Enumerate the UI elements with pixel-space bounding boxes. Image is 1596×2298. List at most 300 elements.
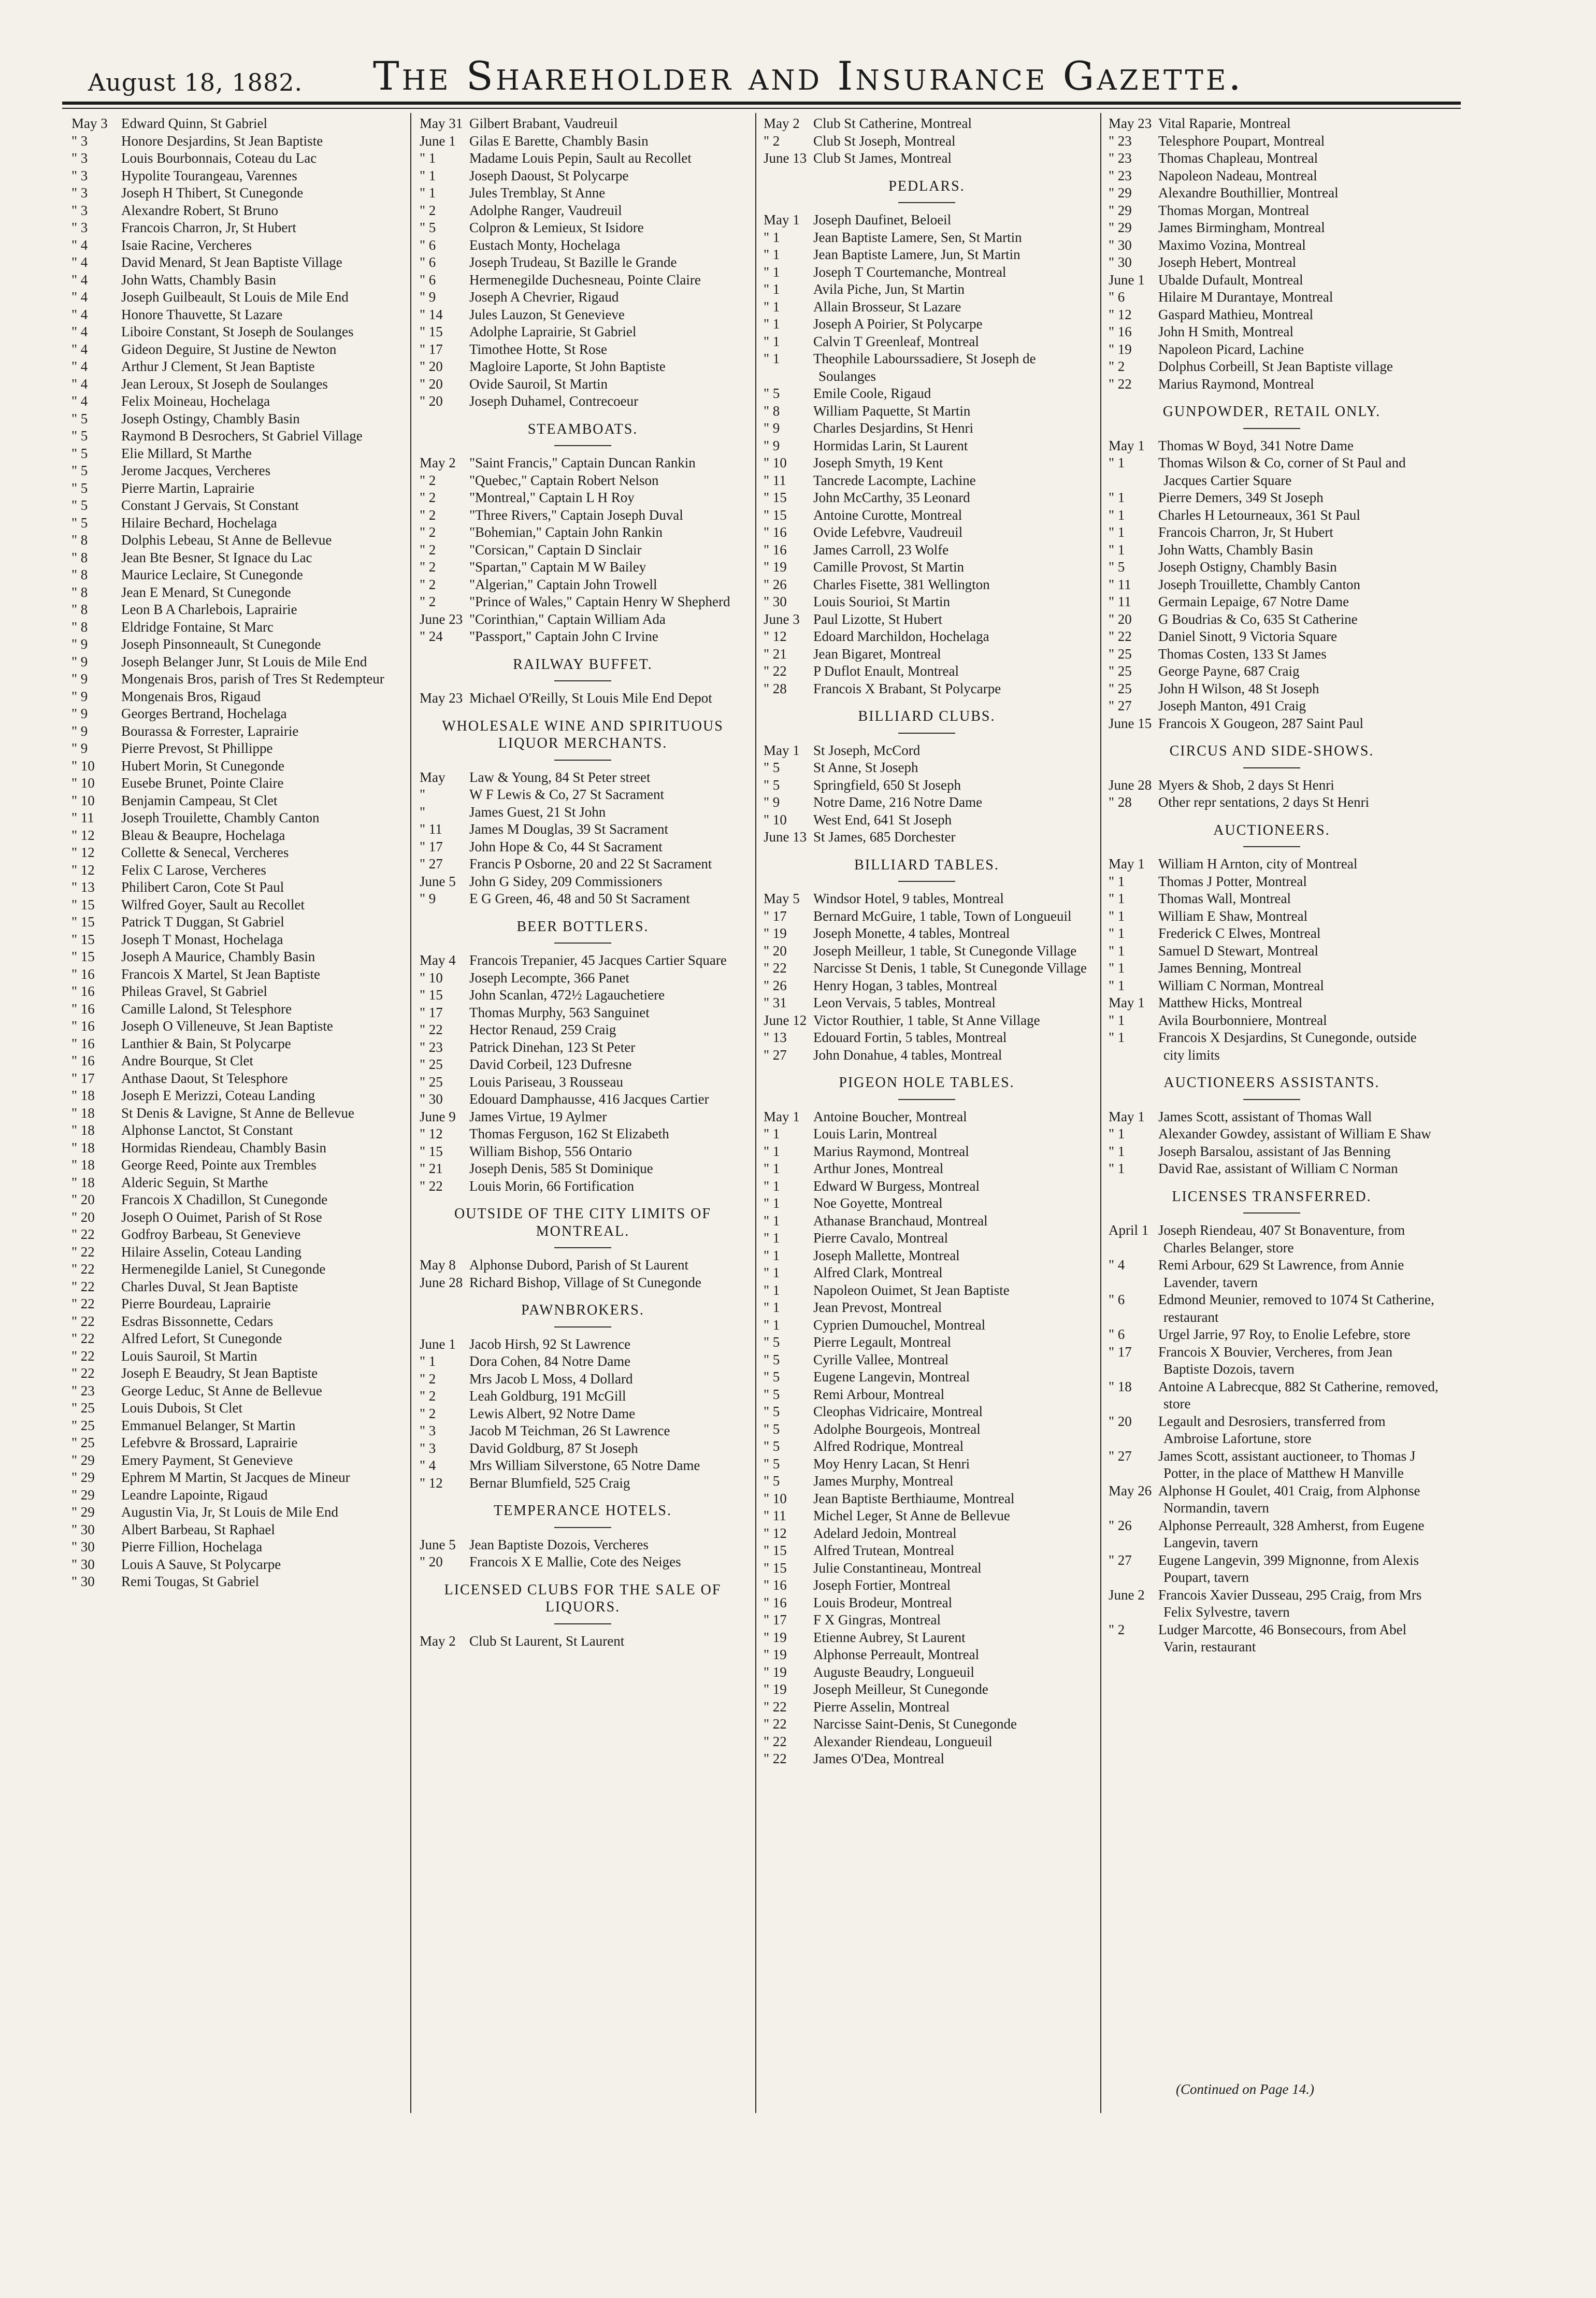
entry-date: " 30: [71, 1539, 95, 1554]
entry-date: " 20: [420, 376, 443, 392]
entry-text: Georges Bertrand, Hochelaga: [121, 706, 287, 721]
entry-text: David Menard, St Jean Baptiste Village: [121, 254, 342, 270]
entry-date: " 18: [1109, 1378, 1132, 1394]
entry-date: " 25: [1109, 680, 1132, 696]
license-entry: [1103, 184, 1440, 202]
entry-date: " 28: [764, 680, 787, 696]
entry-text: Eustach Monty, Hochelaga: [469, 237, 621, 253]
entry-text: Adolphe Bourgeois, Montreal: [813, 1421, 981, 1437]
license-entry: [758, 246, 1095, 264]
entry-date: " 16: [764, 1594, 787, 1610]
license-entry: [758, 472, 1095, 490]
license-entry: [758, 1733, 1095, 1751]
entry-text: Jerome Jacques, Vercheres: [121, 463, 271, 478]
license-entry: [66, 1348, 403, 1365]
entry-text: Antoine Curotte, Montreal: [813, 507, 962, 523]
entry-date: " 5: [71, 428, 88, 444]
entry-date: " 1: [764, 1265, 780, 1280]
entry-date: May 1: [1109, 437, 1145, 453]
license-entry: [66, 1469, 403, 1487]
entry-date: " 1: [1109, 1012, 1125, 1028]
entry-text: Jean Baptiste Dozois, Vercheres: [469, 1536, 649, 1552]
entry-date: " 15: [71, 896, 95, 912]
license-entry: [758, 1299, 1095, 1317]
entry-text: John Watts, Chambly Basin: [1158, 541, 1313, 558]
license-entry: [66, 515, 403, 532]
entry-text: John H Wilson, 48 St Joseph: [1158, 680, 1319, 696]
section-heading: STEAMBOATS.: [414, 421, 751, 447]
entry-text: Isaie Racine, Vercheres: [121, 237, 252, 253]
license-entry: [414, 219, 751, 237]
entry-date: " 22: [71, 1244, 95, 1260]
section-heading: PIGEON HOLE TABLES.: [758, 1074, 1095, 1100]
entry-text: Remi Arbour, 629 St Lawrence, from Annie Lavender, tavern: [1158, 1257, 1404, 1290]
entry-date: " 22: [71, 1296, 95, 1311]
entry-date: " 19: [764, 925, 787, 941]
entry-date: " 30: [764, 594, 787, 609]
license-entry: [414, 1633, 751, 1650]
entry-text: James Guest, 21 St John: [469, 804, 606, 820]
entry-date: " 1: [764, 1212, 780, 1229]
entry-text: Joseph T Monast, Hochelaga: [121, 931, 283, 947]
license-entry: [66, 688, 403, 706]
entry-text: Joseph Ostigny, Chambly Basin: [1158, 559, 1337, 575]
entry-text: Emmanuel Belanger, St Martin: [121, 1417, 296, 1433]
entry-date: " 5: [764, 777, 780, 793]
entry-date: " 15: [71, 931, 95, 947]
entry-date: ": [420, 787, 426, 802]
entry-text: Henry Hogan, 3 tables, Montreal: [813, 977, 998, 993]
entry-text: Alphonse Perreault, 328 Amherst, from Eugene Langevin, tavern: [1158, 1517, 1425, 1550]
license-entry: [1103, 1413, 1440, 1448]
entry-date: " 9: [71, 688, 88, 704]
license-entry: [758, 403, 1095, 420]
license-entry: [758, 1646, 1095, 1664]
entry-date: " 3: [420, 1423, 436, 1438]
license-entry: [758, 1577, 1095, 1594]
entry-date: May 31: [420, 116, 463, 131]
license-entry: [758, 1560, 1095, 1577]
license-entry: [1103, 908, 1440, 925]
entry-date: " 14: [420, 306, 443, 322]
license-entry: [66, 827, 403, 845]
entry-text: Patrick Dinehan, 123 St Peter: [469, 1039, 636, 1055]
entry-text: Lefebvre & Brossard, Laprairie: [121, 1435, 298, 1450]
entry-text: Calvin T Greenleaf, Montreal: [813, 333, 979, 349]
license-entry: [414, 1336, 751, 1353]
license-entry: [758, 1525, 1095, 1543]
entry-text: Edouard Fortin, 5 tables, Montreal: [813, 1030, 1007, 1045]
license-entry: [758, 680, 1095, 698]
entry-text: Alfred Clark, Montreal: [813, 1265, 943, 1280]
entry-date: " 8: [71, 549, 88, 565]
license-entry: [1103, 1517, 1440, 1552]
entry-date: ": [420, 804, 426, 820]
license-entry: [1103, 925, 1440, 943]
license-entry: [414, 1125, 751, 1143]
license-entry: [758, 1594, 1095, 1612]
license-entry: [66, 480, 403, 497]
entry-text: Alphonse Lanctot, St Constant: [121, 1122, 293, 1138]
entry-text: Jules Tremblay, St Anne: [469, 185, 606, 201]
entry-text: Alfred Lefort, St Cunegonde: [121, 1331, 282, 1346]
masthead-rule-thin: [62, 108, 1461, 109]
entry-date: " 23: [1109, 167, 1132, 183]
license-entry: [758, 811, 1095, 829]
license-entry: [66, 306, 403, 324]
entry-text: Arthur Jones, Montreal: [813, 1161, 944, 1176]
license-entry: [66, 462, 403, 480]
entry-date: " 1: [1109, 925, 1125, 941]
entry-text: Lanthier & Bain, St Polycarpe: [121, 1035, 291, 1051]
entry-date: " 1: [764, 1317, 780, 1333]
entry-text: Joseph Trouilette, Chambly Canton: [121, 810, 320, 825]
entry-text: "Spartan," Captain M W Bailey: [469, 559, 646, 575]
entry-text: Mrs William Silverstone, 65 Notre Dame: [469, 1458, 700, 1473]
entry-date: " 22: [420, 1022, 443, 1037]
entry-date: " 23: [1109, 150, 1132, 166]
entry-text: Hilaire M Durantaye, Montreal: [1158, 289, 1333, 305]
entry-text: Philibert Caron, Cote St Paul: [121, 879, 284, 895]
license-entry: [66, 792, 403, 810]
entry-date: " 9: [764, 437, 780, 453]
entry-date: " 3: [71, 202, 88, 218]
license-entry: [66, 653, 403, 671]
section-heading: PAWNBROKERS.: [414, 1302, 751, 1328]
license-entry: [758, 611, 1095, 629]
license-entry: [414, 628, 751, 646]
license-entry: [758, 794, 1095, 811]
license-entry: [66, 1001, 403, 1018]
entry-date: " 2: [420, 594, 436, 609]
entry-date: " 3: [71, 167, 88, 183]
entry-date: May 23: [420, 690, 463, 706]
license-entry: [1103, 1029, 1440, 1064]
entry-text: Jean Baptiste Lamere, Sen, St Martin: [813, 229, 1022, 245]
entry-text: Other repr sentations, 2 days St Henri: [1158, 794, 1370, 810]
entry-date: " 20: [420, 359, 443, 374]
entry-text: Hubert Morin, St Cunegonde: [121, 758, 284, 774]
entry-text: Joseph Fortier, Montreal: [813, 1577, 951, 1593]
entry-text: F X Gingras, Montreal: [813, 1612, 941, 1628]
entry-text: Louis Bourbonnais, Coteau du Lac: [121, 150, 317, 166]
license-entry: [758, 1282, 1095, 1300]
license-entry: [414, 237, 751, 254]
entry-date: " 20: [420, 393, 443, 409]
license-entry: [66, 914, 403, 931]
entry-date: " 1: [1109, 977, 1125, 993]
section-heading: PEDLARS.: [758, 178, 1095, 204]
license-entry: [66, 1018, 403, 1035]
license-entry: [414, 1039, 751, 1057]
entry-date: " 23: [420, 1039, 443, 1055]
entry-date: " 28: [1109, 794, 1132, 810]
license-entry: [66, 566, 403, 584]
entry-date: May 1: [1109, 856, 1145, 872]
entry-text: St Joseph, McCord: [813, 742, 921, 758]
license-entry: [1103, 628, 1440, 646]
entry-text: George Reed, Pointe aux Trembles: [121, 1157, 317, 1173]
license-entry: [66, 289, 403, 306]
license-entry: [414, 323, 751, 341]
entry-date: " 10: [764, 455, 787, 470]
license-entry: [758, 742, 1095, 760]
entry-date: " 10: [764, 811, 787, 827]
license-entry: [1103, 454, 1440, 489]
entry-date: " 24: [420, 629, 443, 644]
entry-date: " 10: [71, 775, 95, 791]
license-entry: [758, 925, 1095, 943]
masthead: [83, 48, 1461, 99]
entry-text: Marius Raymond, Montreal: [813, 1143, 969, 1159]
entry-text: Alfred Trutean, Montreal: [813, 1543, 955, 1558]
entry-text: Alfred Rodrique, Montreal: [813, 1438, 964, 1454]
entry-text: William E Shaw, Montreal: [1158, 908, 1308, 924]
entry-text: Hypolite Tourangeau, Varennes: [121, 167, 297, 183]
entry-text: Louis A Sauve, St Polycarpe: [121, 1556, 281, 1572]
license-entry: [1103, 254, 1440, 272]
license-entry: [1103, 1125, 1440, 1143]
entry-date: " 19: [764, 1681, 787, 1697]
entry-date: " 1: [764, 1161, 780, 1176]
entry-date: " 20: [71, 1192, 95, 1207]
entry-date: " 5: [764, 1334, 780, 1350]
entry-text: Jules Lauzon, St Genevieve: [469, 306, 625, 322]
entry-text: Hector Renaud, 259 Craig: [469, 1022, 616, 1037]
entry-text: Francois X Desjardins, St Cunegonde, outside city limits: [1158, 1030, 1417, 1063]
entry-date: " 30: [71, 1521, 95, 1537]
entry-date: " 4: [71, 324, 88, 339]
license-entry: [66, 393, 403, 410]
entry-text: Joseph Monette, 4 tables, Montreal: [813, 925, 1010, 941]
license-entry: [414, 1405, 751, 1423]
entry-date: " 9: [71, 723, 88, 739]
license-entry: [66, 740, 403, 758]
entry-text: Joseph E Beaudry, St Jean Baptiste: [121, 1365, 318, 1381]
entry-date: June 1: [1109, 272, 1145, 288]
license-entry: [66, 1538, 403, 1556]
license-entry: [758, 977, 1095, 995]
license-entry: [1103, 289, 1440, 306]
column-2: [414, 115, 751, 1650]
entry-text: Leandre Lapointe, Rigaud: [121, 1487, 268, 1503]
entry-text: Francois Charron, Jr, St Hubert: [1158, 524, 1333, 540]
license-entry: [1103, 202, 1440, 220]
license-entry: [414, 987, 751, 1004]
entry-text: Maximo Vozina, Montreal: [1158, 237, 1306, 253]
section-heading: OUTSIDE OF THE CITY LIMITS OF MONTREAL.: [414, 1205, 751, 1248]
entry-text: John H Smith, Montreal: [1158, 324, 1293, 339]
license-entry: [66, 1035, 403, 1053]
license-entry: [66, 1556, 403, 1574]
entry-date: " 4: [71, 359, 88, 374]
license-entry: [758, 1716, 1095, 1733]
entry-date: June 15: [1109, 715, 1152, 731]
license-entry: [758, 759, 1095, 777]
entry-text: Germain Lepaige, 67 Notre Dame: [1158, 594, 1349, 609]
entry-date: " 4: [71, 376, 88, 392]
license-entry: [66, 1504, 403, 1521]
entry-date: " 5: [764, 1455, 780, 1472]
entry-date: " 9: [420, 891, 436, 906]
entry-text: Pierre Bourdeau, Laprairie: [121, 1296, 271, 1311]
license-entry: [66, 844, 403, 862]
entry-date: " 25: [1109, 646, 1132, 662]
entry-text: Jean Leroux, St Joseph de Soulanges: [121, 376, 328, 392]
entry-date: " 1: [764, 333, 780, 349]
license-entry: [758, 133, 1095, 150]
license-entry: [1103, 960, 1440, 977]
entry-date: " 1: [764, 264, 780, 280]
entry-date: " 15: [420, 1143, 443, 1159]
entry-date: " 13: [71, 879, 95, 895]
entry-text: Francois X Bouvier, Vercheres, from Jean Baptiste Dozois, tavern: [1158, 1344, 1393, 1377]
entry-text: James Virtue, 19 Aylmer: [469, 1108, 607, 1124]
entry-date: " 17: [420, 838, 443, 854]
entry-text: Joseph T Courtemanche, Montreal: [813, 264, 1007, 280]
entry-date: " 19: [764, 1664, 787, 1680]
entry-text: G Boudrias & Co, 635 St Catherine: [1158, 611, 1358, 627]
license-entry: [758, 264, 1095, 281]
entry-text: Edoard Marchildon, Hochelaga: [813, 629, 989, 644]
entry-text: Thomas Wilson & Co, corner of St Paul and Jacques Cartier Square: [1158, 455, 1406, 488]
license-entry: [66, 133, 403, 150]
entry-text: Frederick C Elwes, Montreal: [1158, 925, 1321, 941]
entry-text: Adelard Jedoin, Montreal: [813, 1525, 957, 1541]
entry-text: John Scanlan, 472½ Lagauchetiere: [469, 987, 665, 1003]
license-entry: [1103, 1291, 1440, 1326]
license-entry: [414, 1353, 751, 1371]
license-entry: [66, 1244, 403, 1261]
entry-text: Jean Prevost, Montreal: [813, 1300, 942, 1315]
entry-date: " 25: [71, 1400, 95, 1416]
entry-date: April 1: [1109, 1222, 1149, 1238]
entry-date: May 2: [764, 116, 800, 131]
entry-date: " 16: [71, 1018, 95, 1034]
entry-text: Pierre Prevost, St Phillippe: [121, 740, 273, 756]
entry-date: June 3: [764, 611, 800, 627]
license-entry: [414, 593, 751, 611]
entry-text: Thomas Morgan, Montreal: [1158, 202, 1310, 218]
license-entry: [414, 838, 751, 856]
license-entry: [758, 908, 1095, 925]
entry-text: West End, 641 St Joseph: [813, 811, 952, 827]
entry-text: David Goldburg, 87 St Joseph: [469, 1440, 638, 1456]
entry-date: June 5: [420, 1536, 456, 1552]
entry-text: Joseph Lecompte, 366 Panet: [469, 969, 629, 986]
entry-text: William H Arnton, city of Montreal: [1158, 856, 1358, 872]
entry-date: " 1: [764, 1300, 780, 1315]
license-entry: [758, 1611, 1095, 1629]
license-entry: [1103, 219, 1440, 237]
entry-text: Springfield, 650 St Joseph: [813, 777, 961, 793]
entry-date: " 2: [420, 202, 436, 218]
entry-text: Emery Payment, St Genevieve: [121, 1452, 293, 1468]
entry-text: William C Norman, Montreal: [1158, 977, 1324, 993]
entry-text: Joseph Riendeau, 407 St Bonaventure, from Charles Belanger, store: [1158, 1222, 1405, 1255]
license-entry: [66, 202, 403, 220]
entry-date: " 26: [764, 977, 787, 993]
entry-text: Antoine A Labrecque, 882 St Catherine, removed, store: [1158, 1378, 1439, 1411]
license-entry: [414, 1257, 751, 1274]
license-entry: [1103, 663, 1440, 680]
license-entry: [758, 1029, 1095, 1047]
license-entry: [66, 532, 403, 549]
entry-text: Club St Joseph, Montreal: [813, 133, 956, 149]
entry-text: Leah Goldburg, 191 McGill: [469, 1388, 626, 1404]
entry-text: Vital Raparie, Montreal: [1158, 116, 1291, 131]
entry-text: Bernard McGuire, 1 table, Town of Longueuil: [813, 908, 1072, 924]
license-entry: [1103, 323, 1440, 341]
entry-date: " 2: [420, 1371, 436, 1387]
entry-date: " 1: [1109, 1030, 1125, 1045]
entry-text: Allain Brosseur, St Lazare: [813, 298, 961, 315]
license-entry: [758, 1386, 1095, 1404]
entry-text: Dolphus Corbeill, St Jean Baptiste village: [1158, 359, 1393, 374]
entry-date: June 9: [420, 1108, 456, 1124]
entry-date: " 25: [71, 1435, 95, 1450]
license-entry: [414, 1553, 751, 1571]
entry-text: James Murphy, Montreal: [813, 1473, 954, 1489]
entry-date: " 10: [764, 1490, 787, 1506]
entry-text: Jean Bigaret, Montreal: [813, 646, 941, 662]
entry-date: " 3: [71, 133, 88, 149]
license-entry: [758, 628, 1095, 646]
license-entry: [414, 1160, 751, 1178]
entry-text: Ludger Marcotte, 46 Bonsecours, from Abel Varin, restaurant: [1158, 1621, 1407, 1654]
entry-date: " 12: [420, 1126, 443, 1141]
entry-date: " 5: [764, 1351, 780, 1367]
entry-date: " 8: [71, 532, 88, 548]
entry-text: Alexander Riendeau, Longueuil: [813, 1733, 993, 1749]
license-entry: [66, 1295, 403, 1313]
entry-text: Alderic Seguin, St Marthe: [121, 1174, 268, 1190]
entry-text: Joseph Trudeau, St Bazille le Grande: [469, 254, 677, 270]
entry-date: " 6: [420, 254, 436, 270]
entry-text: "Corsican," Captain D Sinclair: [469, 541, 642, 558]
entry-text: Charles Fisette, 381 Wellington: [813, 576, 990, 592]
license-entry: [66, 1105, 403, 1122]
entry-date: " 9: [764, 794, 780, 810]
license-entry: [1103, 715, 1440, 733]
entry-date: May: [420, 769, 445, 785]
license-entry: [414, 855, 751, 873]
entry-text: Jacob Hirsh, 92 St Lawrence: [469, 1336, 631, 1352]
entry-text: John Watts, Chambly Basin: [121, 272, 276, 288]
license-entry: [66, 601, 403, 619]
entry-text: Ubalde Dufault, Montreal: [1158, 272, 1303, 288]
license-entry: [758, 1421, 1095, 1438]
entry-text: Felix Moineau, Hochelaga: [121, 393, 270, 409]
license-entry: [1103, 358, 1440, 376]
license-entry: [66, 1139, 403, 1157]
entry-date: " 9: [71, 636, 88, 652]
entry-text: Club St Laurent, St Laurent: [469, 1633, 625, 1649]
license-entry: [414, 167, 751, 185]
entry-text: Andre Bourque, St Clet: [121, 1053, 253, 1068]
entry-date: " 16: [71, 1053, 95, 1068]
license-entry: [758, 1334, 1095, 1351]
license-entry: [414, 133, 751, 150]
license-entry: [66, 445, 403, 463]
entry-date: " 23: [71, 1382, 95, 1398]
entry-text: Athanase Branchaud, Montreal: [813, 1212, 988, 1229]
entry-date: " 22: [71, 1278, 95, 1294]
license-entry: [66, 758, 403, 775]
entry-text: Eusebe Brunet, Pointe Claire: [121, 775, 284, 791]
license-entry: [1103, 855, 1440, 873]
entry-text: Samuel D Stewart, Montreal: [1158, 943, 1318, 959]
